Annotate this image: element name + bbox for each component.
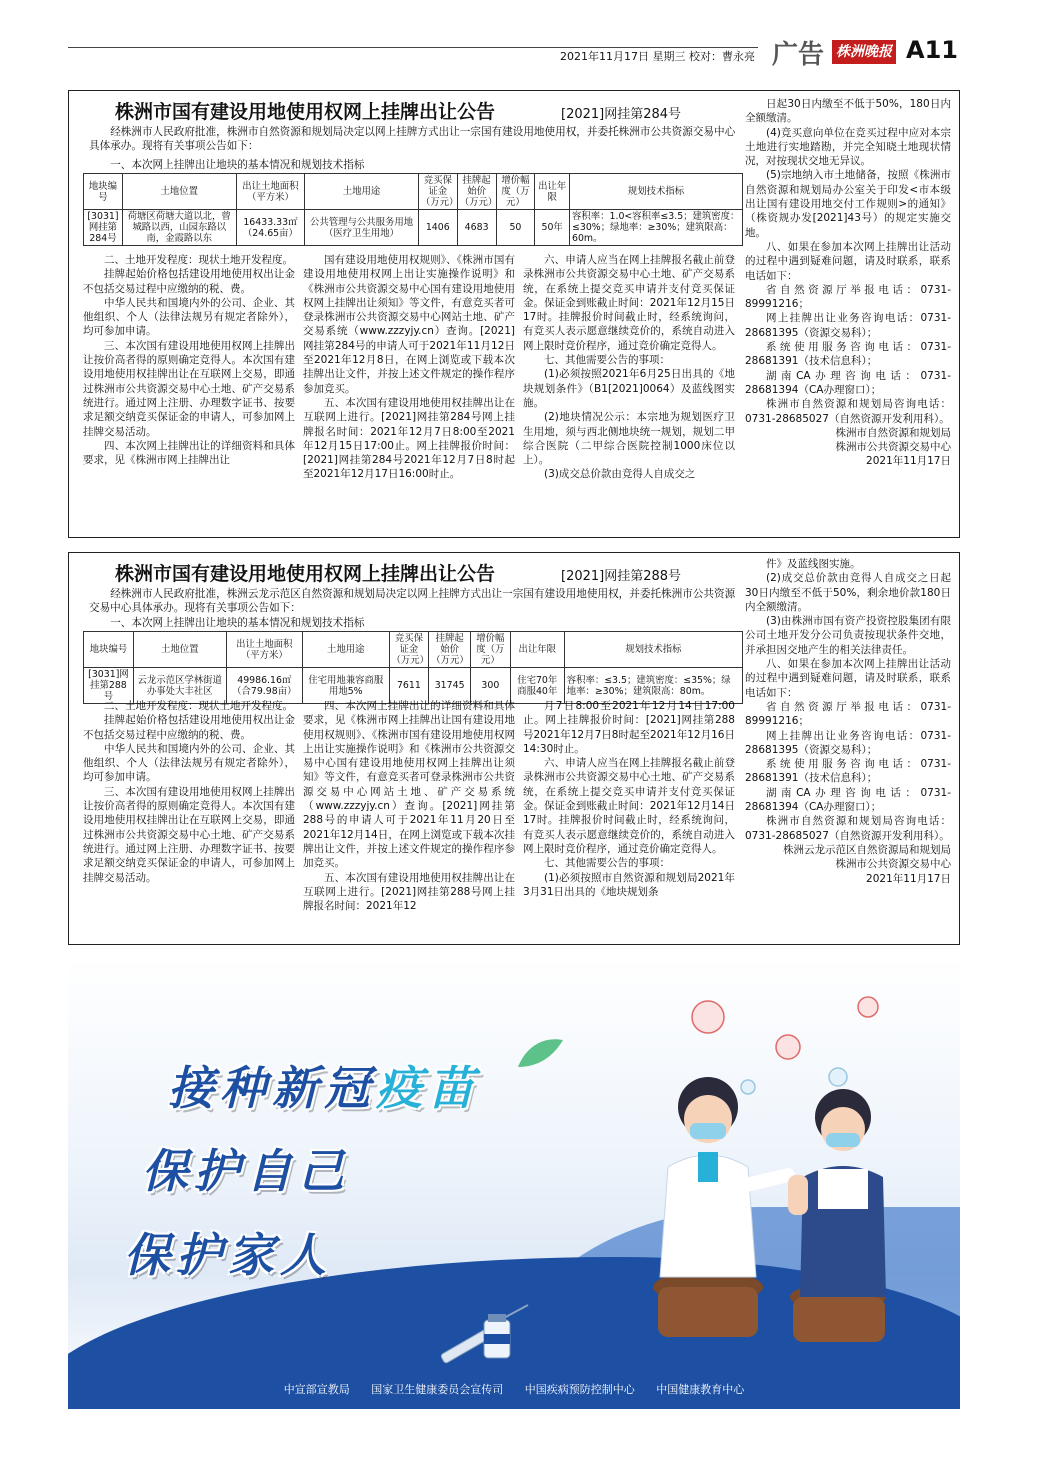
- paragraph: 四、本次网上挂牌出让的详细资料和具体要求，见《株洲市网上挂牌出让: [83, 439, 295, 467]
- th-term: 出让年限: [535, 174, 570, 210]
- notice-date: 2021年11月17日: [866, 455, 951, 468]
- notice-column-3: [523, 699, 735, 899]
- paragraph: 网上挂牌出让业务咨询电话：0731-28681395（资源交易科）；: [745, 312, 951, 339]
- paragraph: 中华人民共和国境内外的公司、企业、其他组织、个人（法律法规另有规定者除外），均可参加申请。: [83, 742, 295, 784]
- slogan-part: 接种新冠: [168, 1061, 376, 1115]
- paragraph: 挂牌起始价格包括建设用地使用权出让金不包括交易过程中应缴纳的税、费。: [83, 714, 295, 741]
- cell-deposit: 1406: [418, 210, 457, 246]
- paragraph: 株洲市自然资源和规划局咨询电话：0731-28685027（自然资源开发利用科）。: [745, 815, 951, 842]
- th-area: 出让土地面积（平方米）: [236, 174, 305, 210]
- cell-planning: 容积率：1.0<容积率≤3.5；建筑密度：≤30%；绿地率：≥30%；建筑限高：60m。: [570, 210, 743, 246]
- paragraph: (1)必须按照市自然资源和规划局2021年3月31日出具的《地块规划条: [523, 871, 735, 898]
- cell-term: 50年: [535, 210, 570, 246]
- paragraph: (3)由株洲市国有资产投资控股集团有限公司土地开发分公司负责按现状条件交地，并承担因交地产生的相关法律责任。: [745, 615, 951, 656]
- cell-location: 荷塘区荷塘大道以北，曾城路以西，山园东路以南，金霞路以东: [122, 210, 236, 246]
- notice-column-2: [303, 699, 515, 913]
- th-start-price: 挂牌起始价（万元）: [457, 174, 496, 210]
- cell-start-price: 4683: [457, 210, 496, 246]
- paragraph: 三、本次国有建设用地使用权网上挂牌出让按价高者得的原则确定竞得人。本次国有建设用地使用权挂牌出让在互联网上交易，即通过株洲市公共资源交易中心土地、矿产交易系统进行。通过网上注册、办理数字证书、按要求足额交纳竞买保证金的申请人，可参加网上挂牌交易活动。: [83, 339, 295, 438]
- paragraph: 件》及蓝线图实施。: [766, 558, 861, 570]
- paragraph: 系统使用服务咨询电话：0731-28681391（技术信息科）；: [745, 758, 951, 785]
- paragraph: 四、本次网上挂牌出让的详细资料和具体要求，见《株洲市网上挂牌出让国有建设用地使用权规则》、《株洲市国有建设用地使用权网上出让实施操作说明》和《株洲市公共资源交易中心国有建设用地使用权网上挂牌出让须知》等文件，有意竞买者可登录株洲市公共资源交易中心网站土地、矿产交易系统（www.zzzyjy.cn）查询。[2021]网挂第288号的申请人可于2021年11月20日至2021年12月14日，在网上浏览或下载本次挂牌出让文件，并按上述文件规定的操作程序参加竞买。: [303, 700, 515, 870]
- table-header-row: [84, 174, 743, 210]
- table-row: [84, 210, 743, 246]
- land-table: [83, 173, 743, 246]
- th-parcel-no: 地块编号: [84, 174, 123, 210]
- th-usage: 土地用途: [305, 174, 419, 210]
- notice-column-4: [745, 97, 951, 469]
- notice-title: 株洲市国有建设用地使用权网上挂牌出让公告: [115, 563, 496, 585]
- cell-area: 16433.33㎡（24.65亩）: [236, 210, 305, 246]
- organizer: 中国疾病预防控制中心: [524, 1383, 635, 1396]
- organizer-list: [68, 1381, 960, 1397]
- signer: 株洲市公共资源交易中心: [835, 858, 951, 871]
- paragraph: 湖南CA办理咨询电话：0731-28681394（CA办理窗口）；: [745, 369, 951, 396]
- notice-doc-number: [2021]网挂第288号: [561, 569, 682, 584]
- th-area: 出让土地面积（平方米）: [226, 632, 302, 668]
- paragraph: 网上挂牌出让业务咨询电话：0731-28681395（资源交易科）；: [745, 729, 951, 756]
- th-planning: 规划技术指标: [570, 174, 743, 210]
- slogan-line-3: 保护家人: [124, 1228, 332, 1282]
- cell-usage: 公共管理与公共服务用地（医疗卫生用地）: [305, 210, 419, 246]
- leaf-icon: [508, 1032, 568, 1072]
- notice-column-1: [83, 699, 295, 885]
- cell-term: 住宅70年商服40年: [510, 668, 564, 704]
- signer: 株洲市公共资源交易中心: [835, 441, 951, 454]
- signer: 株洲市自然资源和规划局: [835, 426, 951, 439]
- vaccination-illustration: [628, 1057, 928, 1357]
- paragraph: 月7日8:00至2021年12月14日17:00止。网上挂牌报价时间：[2021]网挂第288号2021年12月7日8时起至2021年12月16日14:30时止。: [523, 700, 735, 755]
- paragraph: (4)竞买意向单位在竞买过程中应对本宗土地进行实地踏勘，并完全知晓土地现状情况，对按现状交地无异议。: [745, 126, 951, 168]
- th-planning: 规划技术指标: [564, 632, 742, 668]
- notice-284: [68, 90, 960, 538]
- table-caption: 一、本次网上挂牌出让地块的基本情况和规划技术指标: [110, 617, 365, 629]
- notice-column-2: [303, 253, 515, 482]
- paragraph: 日起30日内缴至不低于50%，180日内全额缴清。: [745, 98, 951, 125]
- th-deposit: 竞买保证金（万元）: [389, 632, 429, 668]
- organizer: 国家卫生健康委员会宣传司: [371, 1383, 504, 1396]
- notice-column-4: [745, 557, 951, 886]
- notice-intro: 经株洲市人民政府批准，株洲市自然资源和规划局决定以网上挂牌方式出让一宗国有建设用地使用权，并委托株洲市公共资源交易中心具体承办。现将有关事项公告如下：: [89, 126, 736, 152]
- th-increment: 增价幅度（万元）: [496, 174, 535, 210]
- paragraph: 六、申请人应当在网上挂牌报名截止前登录株洲市公共资源交易中心土地、矿产交易系统，在系统上提交竞买申请并支付竞买保证金。保证金到账截止时间：2021年12月14日17时。挂牌报价时间截止时，经系统询问，有竞买人表示愿意继续竞价的，系统自动进入网上限时竞价程序，通过竞价确定竞得人。: [523, 757, 735, 855]
- land-table: [83, 631, 743, 704]
- th-start-price: 挂牌起始价（万元）: [429, 632, 471, 668]
- header-section: 广告: [772, 40, 825, 70]
- paragraph: 株洲市自然资源和规划局咨询电话：0731-28685027（自然资源开发利用科）。: [745, 398, 951, 425]
- th-deposit: 竞买保证金（万元）: [418, 174, 457, 210]
- cell-increment: 50: [496, 210, 535, 246]
- paragraph: 二、土地开发程度：现状土地开发程度。: [104, 700, 293, 712]
- paragraph: 七、其他需要公告的事项：: [544, 354, 670, 367]
- paragraph: 三、本次国有建设用地使用权网上挂牌出让按价高者得的原则确定竞得人。本次国有建设用地使用权挂牌出让在互联网上交易，即通过株洲市公共资源交易中心土地、矿产交易系统进行。通过网上注册、办理数字证书、按要求足额交纳竞买保证金的申请人，可参加网上挂牌交易活动。: [83, 785, 295, 884]
- notice-intro: 经株洲市人民政府批准，株洲云龙示范区自然资源和规划局决定以网上挂牌方式出让一宗国有建设用地使用权，并委托株洲市公共资源交易中心具体承办。现将有关事项公告如下：: [89, 588, 736, 614]
- paragraph: 五、本次国有建设用地使用权挂牌出让在互联网上进行。[2021]网挂第284号网上挂牌报名时间：2021年12月7日8:00至2021年12月15日17:00止。网上挂牌报价时间：[2021]网挂第284号2021年12月7日8时起至2021年12月17日16:00时止。: [303, 396, 515, 481]
- paragraph: 八、如果在参加本次网上挂牌出让活动的过程中遇到疑难问题，请及时联系，联系电话如下：: [745, 240, 951, 282]
- th-parcel-no: 地块编号: [84, 632, 134, 668]
- newspaper-logo: 株洲晚报: [832, 40, 896, 64]
- paragraph: (2)地块情况公示：本宗地为规划医疗卫生用地，须与西北侧地块统一规划，规划二甲综合医院（二甲综合医院控制1000床位以上）。: [523, 411, 735, 467]
- organizer: 中国健康教育中心: [656, 1383, 745, 1396]
- signer: 株洲云龙示范区自然资源局和规划局: [783, 843, 951, 856]
- paragraph: (3)成交总价款由竞得人自成交之: [544, 468, 696, 481]
- cell-usage: 住宅用地兼容商服用地5%: [302, 668, 389, 704]
- paragraph: 二、土地开发程度：现状土地开发程度。: [104, 254, 293, 266]
- th-increment: 增价幅度（万元）: [471, 632, 511, 668]
- cell-start-price: 31745: [429, 668, 471, 704]
- th-term: 出让年限: [510, 632, 564, 668]
- table-caption: 一、本次网上挂牌出让地块的基本情况和规划技术指标: [110, 159, 365, 171]
- paragraph: 挂牌起始价格包括建设用地使用权出让金不包括交易过程中应缴纳的税、费。: [83, 268, 295, 295]
- paragraph: 六、申请人应当在网上挂牌报名截止前登录株洲市公共资源交易中心土地、矿产交易系统，在系统上提交竞买申请并支付竞买保证金。保证金到账截止时间：2021年12月15日17时。挂牌报价时间截止时，经系统询问，有竞买人表示愿意继续竞价的，系统自动进入网上限时竞价程序，通过竞价确定竞得人。: [523, 254, 735, 352]
- vaccine-vial-icon: [478, 1312, 518, 1362]
- paragraph: 五、本次国有建设用地使用权挂牌出让在互联网上进行。[2021]网挂第288号网上挂牌报名时间：2021年12: [303, 871, 515, 913]
- notice-288: [68, 552, 960, 945]
- paragraph: 七、其他需要公告的事项：: [544, 857, 670, 870]
- cell-parcel-no: [3031]网挂第284号: [84, 210, 123, 246]
- slogan-line-1: [168, 1052, 480, 1118]
- cell-increment: 300: [471, 668, 511, 704]
- vaccine-poster: [68, 957, 960, 1409]
- paragraph: (1)必须按照2021年6月25日出具的《地块规划条件》（B1[2021]0064）及蓝线图实施。: [523, 368, 735, 409]
- organizer: 中宣部宣教局: [283, 1383, 350, 1396]
- paragraph: 省自然资源厅举报电话：0731-89991216；: [745, 283, 951, 311]
- paragraph: 国有建设用地使用权规则》、《株洲市国有建设用地使用权网上出让实施操作说明》和《株洲市公共资源交易中心国有建设用地使用权网上挂牌出让须知》等文件，有意竞买者可登录株洲市公共资源交易中心网站土地、矿产交易系统（www.zzzyjy.cn）查询。[2021]网挂第284号的申请人可于2021年11月12日至2021年12月8日，在网上浏览或下载本次挂牌出让文件，并按上述文件规定的操作程序参加竞买。: [303, 254, 515, 395]
- notice-title: 株洲市国有建设用地使用权网上挂牌出让公告: [115, 101, 496, 123]
- cell-deposit: 7611: [389, 668, 429, 704]
- paragraph: 省自然资源厅举报电话：0731-89991216；: [745, 700, 951, 728]
- paragraph: 湖南CA办理咨询电话：0731-28681394（CA办理窗口）；: [745, 786, 951, 814]
- slogan-line-2: 保护自己: [142, 1144, 350, 1198]
- notice-column-1: [83, 253, 295, 467]
- cell-area: 49986.16㎡（合79.98亩）: [226, 668, 302, 704]
- paragraph: 系统使用服务咨询电话：0731-28681391（技术信息科）；: [745, 341, 951, 368]
- paragraph: 中华人民共和国境内外的公司、企业、其他组织、个人（法律法规另有规定者除外），均可参加申请。: [83, 296, 295, 338]
- slogan-highlight: 疫苗: [376, 1061, 480, 1115]
- table-header-row: [84, 632, 743, 668]
- cell-location: 云龙示范区学林街道办事处大丰社区: [133, 668, 226, 704]
- cell-planning: 容积率：≤3.5；建筑密度：≤35%；绿地率：≥30%；建筑限高：80m。: [564, 668, 742, 704]
- paragraph: (5)宗地纳入市土地储备，按照《株洲市自然资源和规划局办公室关于印发<市本级出让国有建设用地交付工作规则>的通知》（株资规办发[2021]43号）的规定实施交地。: [745, 169, 951, 239]
- page-number: A11: [906, 36, 958, 64]
- header-date-line: 2021年11月17日 星期三 校对：曹永亮: [560, 50, 755, 63]
- paragraph: 八、如果在参加本次网上挂牌出让活动的过程中遇到疑难问题，请及时联系，联系电话如下：: [745, 658, 951, 699]
- th-location: 土地位置: [133, 632, 226, 668]
- notice-column-3: [523, 253, 735, 482]
- notice-date: 2021年11月17日: [866, 872, 951, 885]
- notice-doc-number: [2021]网挂第284号: [561, 107, 682, 122]
- cell-parcel-no: [3031]网挂第288号: [84, 668, 134, 704]
- th-location: 土地位置: [122, 174, 236, 210]
- th-usage: 土地用途: [302, 632, 389, 668]
- paragraph: (2)成交总价款由竞得人自成交之日起30日内缴至不低于50%，剩余地价款180日内全额缴清。: [745, 572, 951, 613]
